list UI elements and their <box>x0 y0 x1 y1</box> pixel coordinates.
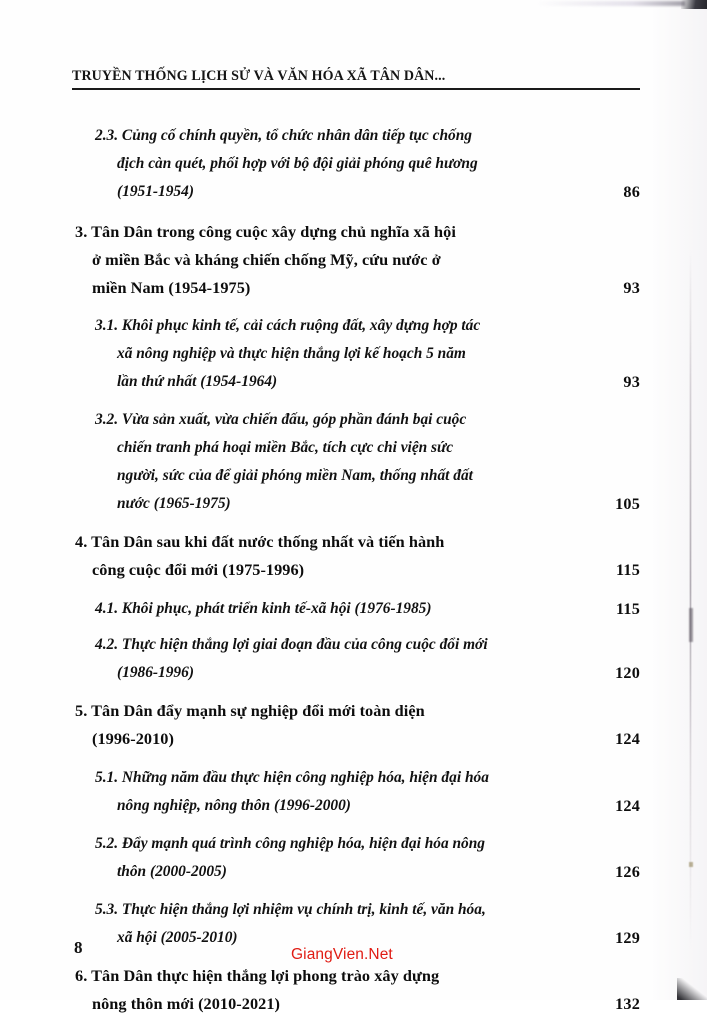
toc-entry-line: địch càn quét, phối hợp với bộ đội giải phóng quê hương <box>117 155 478 172</box>
toc-entry-line: 4.1. Khôi phục, phát triển kinh tế-xã hội (1976-1985) <box>95 600 432 617</box>
toc-entry-text <box>75 697 545 753</box>
toc-entry[interactable] <box>0 312 707 396</box>
toc-entry[interactable] <box>0 697 707 753</box>
toc-entry-line: 4. Tân Dân sau khi đất nước thống nhất và tiến hành <box>75 532 445 551</box>
toc-entry-line: miền Nam (1954-1975) <box>92 278 251 297</box>
toc-entry[interactable] <box>0 528 707 584</box>
toc-entry-line: 3.1. Khôi phục kinh tế, cải cách ruộng đất, xây dựng hợp tác <box>95 317 481 334</box>
toc-page-number: 115 <box>616 561 640 579</box>
toc-entry-line: 5. Tân Dân đẩy mạnh sự nghiệp đổi mới toàn diện <box>75 701 425 720</box>
toc-entry-line: xã hội (2005-2010) <box>117 929 238 946</box>
toc-entry-text <box>95 406 547 518</box>
toc-entry[interactable] <box>0 122 707 206</box>
toc-entry-line: 3.2. Vừa sản xuất, vừa chiến đấu, góp phần đánh bại cuộc <box>95 411 467 428</box>
toc-entry-line: 5.1. Những năm đầu thực hiện công nghiệp hóa, hiện đại hóa <box>95 769 489 786</box>
toc-page-number: 126 <box>615 863 640 881</box>
toc-entry[interactable] <box>0 896 707 952</box>
toc-entry-line: 6. Tân Dân thực hiện thắng lợi phong trào xây dựng <box>75 966 440 985</box>
scan-top-smudge <box>535 1 685 6</box>
toc-entry[interactable] <box>0 406 707 518</box>
toc-page-number: 105 <box>615 495 640 513</box>
toc-entry-line: nông thôn mới (2010-2021) <box>92 994 281 1013</box>
toc-page-number: 93 <box>623 373 640 391</box>
toc-entry-text <box>95 830 547 886</box>
toc-entry-text <box>95 631 547 687</box>
toc-entry-text <box>95 764 547 820</box>
toc-entry[interactable] <box>0 631 707 687</box>
toc-entry-line: (1951-1954) <box>117 183 194 200</box>
page-number: 8 <box>74 938 83 957</box>
toc-entry-text <box>75 962 545 1018</box>
toc-entry-line: nước (1965-1975) <box>117 495 231 512</box>
toc-entry-line: xã nông nghiệp và thực hiện thắng lợi kế hoạch 5 năm <box>117 345 466 362</box>
toc-page-number: 129 <box>615 929 640 947</box>
toc-entry[interactable] <box>0 218 707 302</box>
toc-entry-line: ở miền Bắc và kháng chiến chống Mỹ, cứu nước ở <box>92 250 441 269</box>
toc-page-number: 115 <box>616 600 640 618</box>
toc-page-number: 120 <box>615 664 640 682</box>
toc-entry[interactable] <box>0 764 707 820</box>
toc-entry-line: thôn (2000-2005) <box>117 863 227 880</box>
toc-entry-line: nông nghiệp, nông thôn (1996-2000) <box>117 797 351 814</box>
toc-entry[interactable] <box>0 830 707 886</box>
toc-page-number: 93 <box>623 279 640 297</box>
toc-entry-text <box>95 122 547 206</box>
toc-entry-line: chiến tranh phá hoại miền Bắc, tích cực chi viện sức <box>117 439 454 456</box>
toc-entry-text <box>75 528 545 584</box>
toc-page-number: 124 <box>615 730 640 748</box>
table-of-contents <box>0 122 707 1028</box>
toc-entry-text <box>75 218 545 302</box>
toc-entry-line: 4.2. Thực hiện thắng lợi giai đoạn đầu của công cuộc đổi mới <box>95 636 488 653</box>
scan-corner-top-right <box>681 0 707 9</box>
toc-entry-text <box>95 312 547 396</box>
toc-entry[interactable] <box>0 962 707 1018</box>
toc-entry-line: (1986-1996) <box>117 664 194 681</box>
toc-entry-line: người, sức của để giải phóng miền Nam, thống nhất đất <box>117 467 473 484</box>
toc-entry-line: 5.2. Đẩy mạnh quá trình công nghiệp hóa, hiện đại hóa nông <box>95 835 485 852</box>
toc-entry-line: (1996-2010) <box>92 729 174 748</box>
toc-entry-text <box>95 896 547 952</box>
running-head-rule <box>72 88 640 90</box>
toc-page-number: 132 <box>615 995 640 1013</box>
watermark: GiangVien.Net <box>291 946 393 963</box>
toc-entry-line: 5.3. Thực hiện thắng lợi nhiệm vụ chính trị, kinh tế, văn hóa, <box>95 901 486 918</box>
toc-entry-line: 3. Tân Dân trong công cuộc xây dựng chủ nghĩa xã hội <box>75 222 456 241</box>
running-head <box>72 68 642 90</box>
toc-page-number: 86 <box>623 183 640 201</box>
toc-entry-line: 2.3. Củng cố chính quyền, tổ chức nhân dân tiếp tục chống <box>95 127 472 144</box>
toc-entry-line: lần thứ nhất (1954-1964) <box>117 373 278 390</box>
running-head-title: TRUYỀN THỐNG LỊCH SỬ VÀ VĂN HÓA XÃ TÂN DÂN... <box>72 68 446 84</box>
toc-entry-text <box>95 595 547 623</box>
toc-entry[interactable] <box>0 595 707 623</box>
toc-page-number: 124 <box>615 797 640 815</box>
toc-entry-line: công cuộc đổi mới (1975-1996) <box>92 560 305 579</box>
